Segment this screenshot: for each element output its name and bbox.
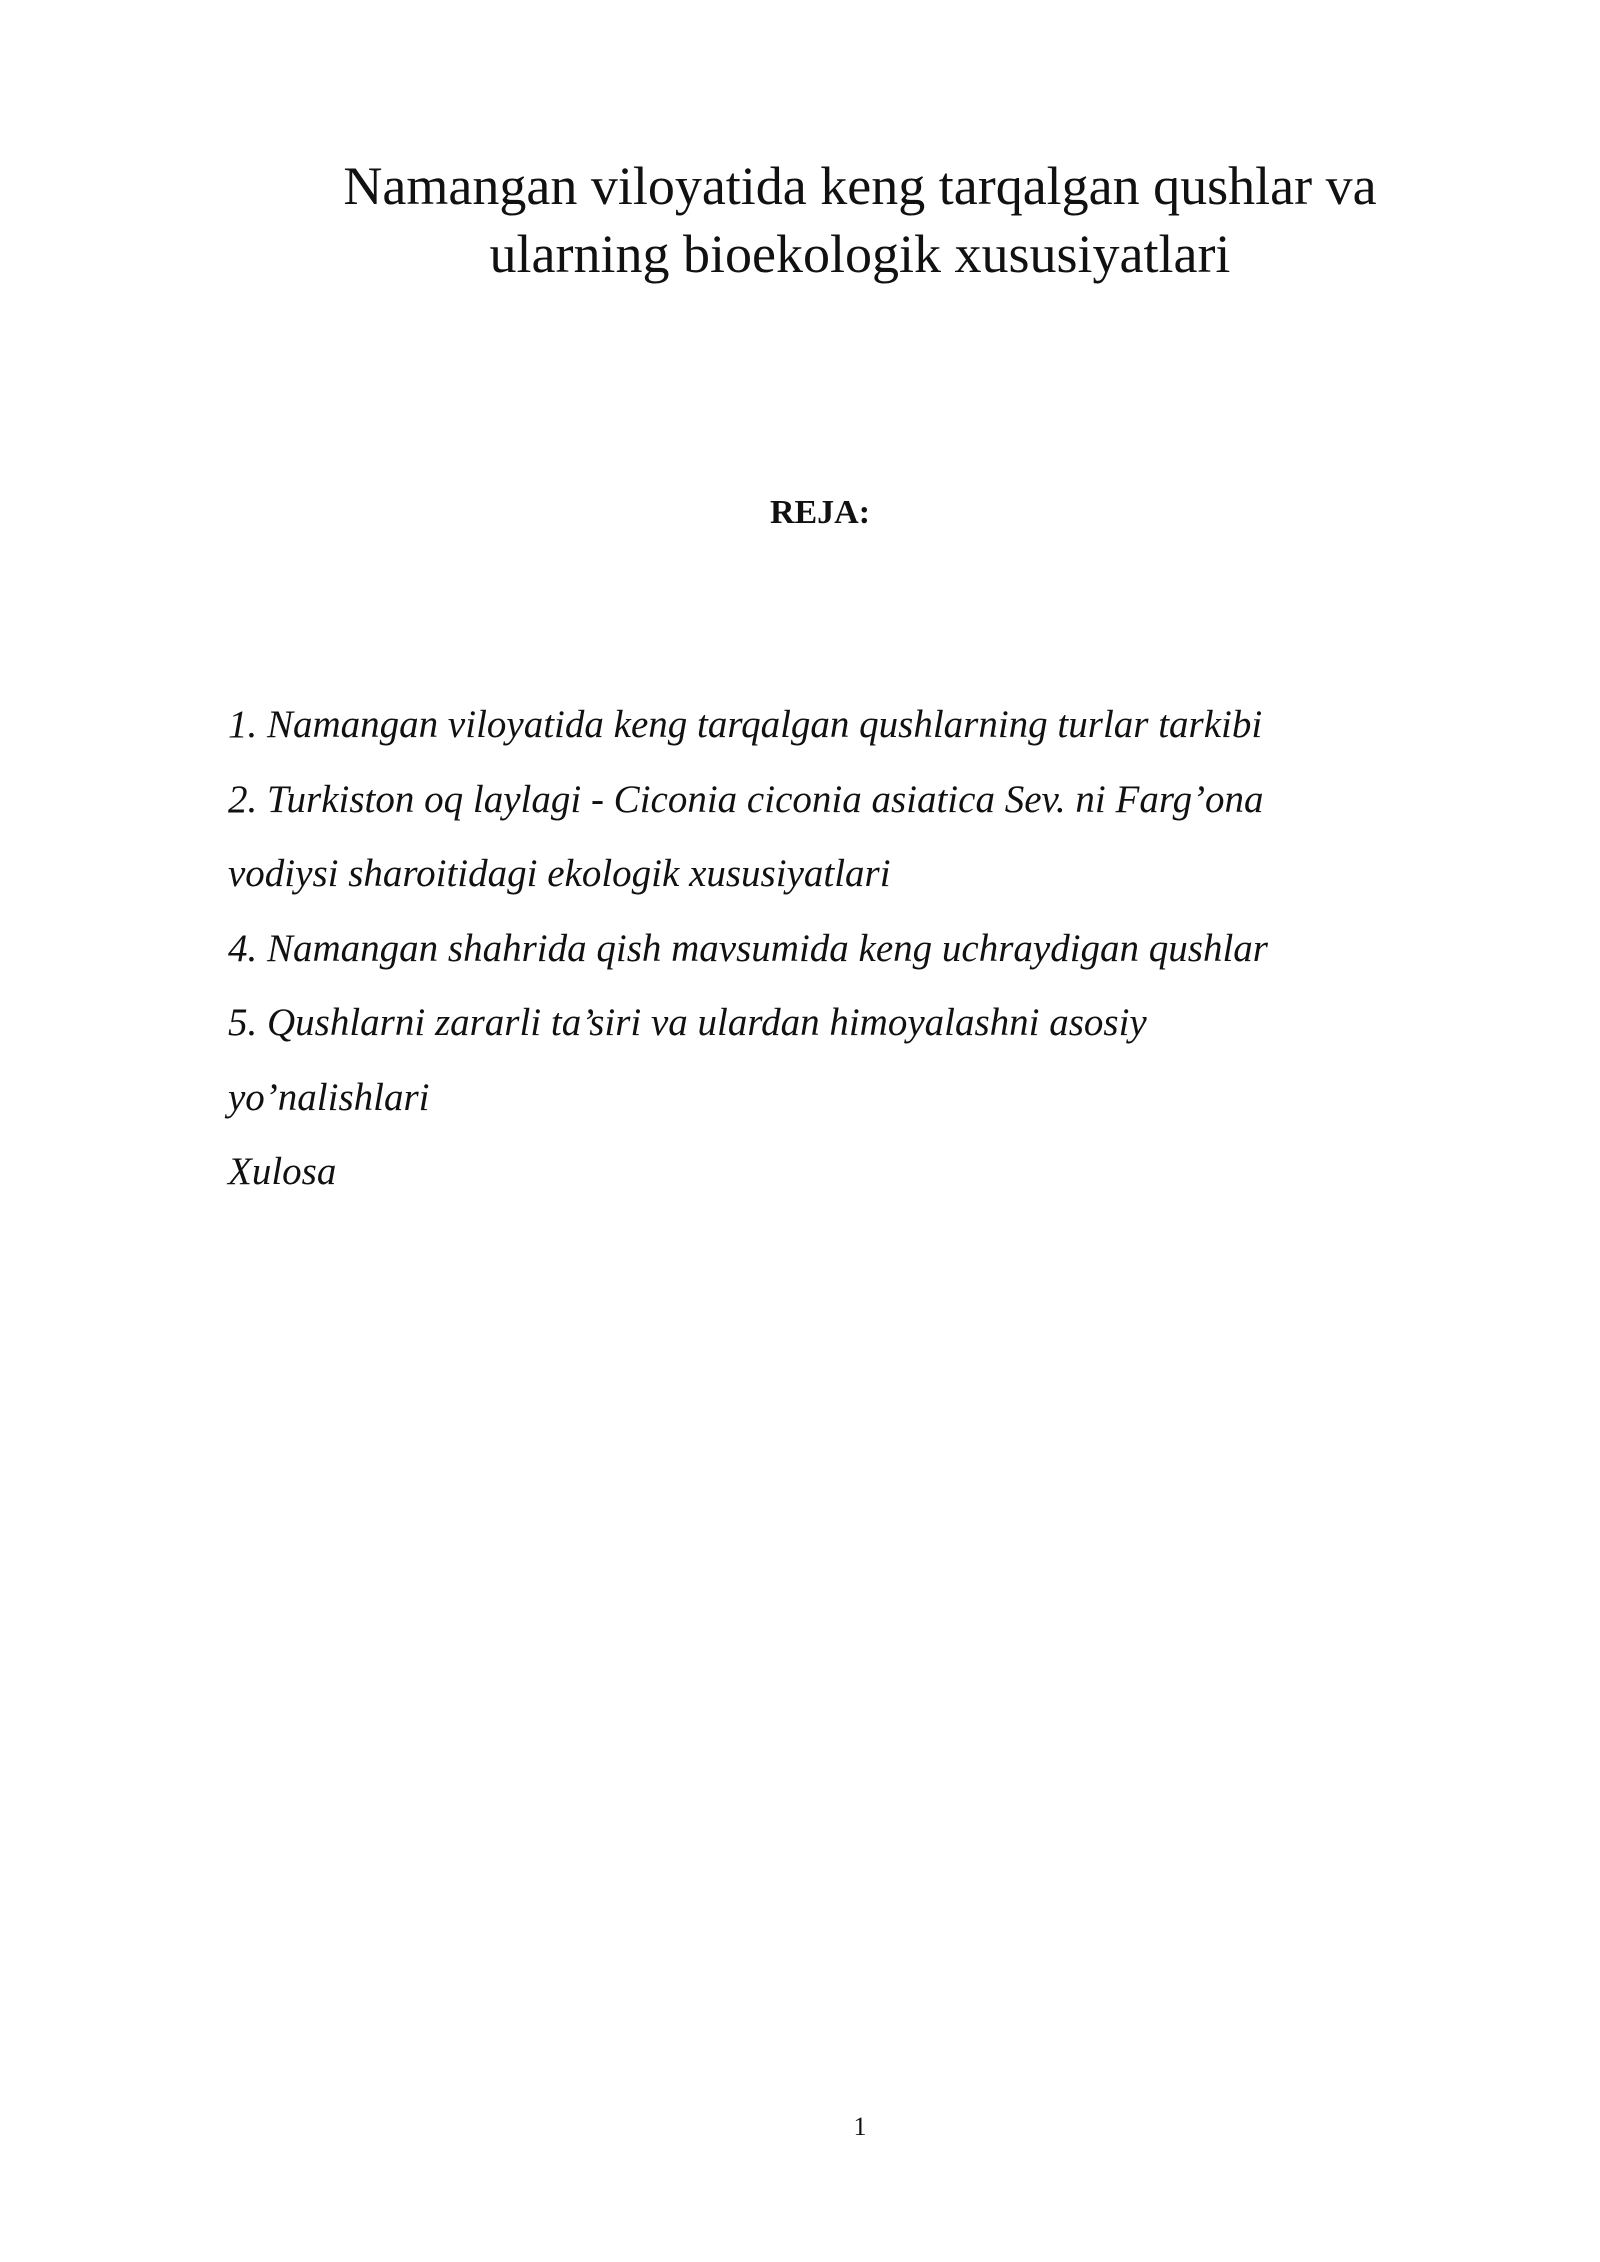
title-line-2: ularning bioekologik xususiyatlari <box>489 224 1231 284</box>
plan-line: yo’nalishlari <box>228 1075 430 1119</box>
plan-line: vodiysi sharoitidagi ekologik xususiyatlari <box>228 852 891 895</box>
plan-line: Xulosa <box>228 1150 337 1193</box>
document-title <box>260 152 1460 288</box>
plan-list <box>228 688 1428 1210</box>
plan-line: 5. Qushlarni zararli ta’siri va ulardan himoyalashni asosiy <box>228 1001 1147 1044</box>
plan-heading: REJA: <box>769 494 871 531</box>
plan-line: 1. Namangan viloyatida keng tarqalgan qushlarning turlar tarkibi <box>228 703 1263 746</box>
page-number: 1 <box>853 2112 867 2141</box>
plan-line: 4. Namangan shahrida qish mavsumida keng uchraydigan qushlar <box>228 926 1268 970</box>
title-line-1: Namangan viloyatida keng tarqalgan qushlar va <box>343 156 1377 216</box>
plan-line: 2. Turkiston oq laylagi - Ciconia ciconia asiatica Sev. ni Farg’ona <box>228 777 1264 821</box>
